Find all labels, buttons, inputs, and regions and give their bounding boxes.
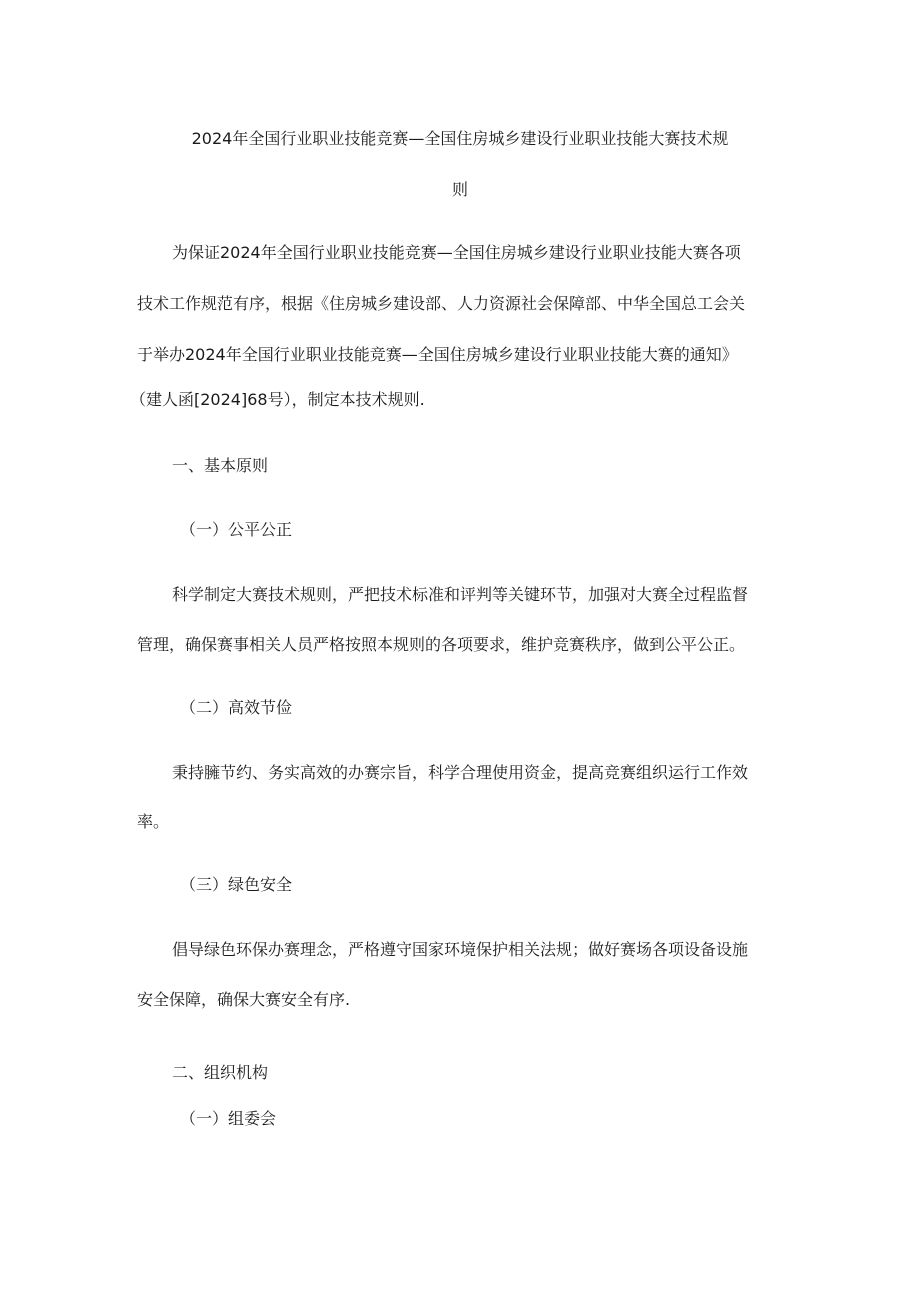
subsection-heading-green-safety: （三）绿色安全 bbox=[180, 875, 293, 894]
document-title-line-1: 2024年全国行业职业技能竞赛—全国住房城乡建设行业职业技能大赛技术规 bbox=[191, 129, 729, 148]
efficiency-paragraph-line-2: 率。 bbox=[137, 812, 170, 831]
section-heading-basic-principles: 一、基本原则 bbox=[172, 456, 269, 475]
subsection-heading-organizing-committee: （一）组委会 bbox=[180, 1109, 277, 1128]
intro-paragraph-line-4: （建人函[2024]68号），制定本技术规则. bbox=[130, 390, 425, 409]
efficiency-paragraph-line-1: 秉持臃节约、务实高效的办赛宗旨，科学合理使用资金，提高竞赛组织运行工作效 bbox=[172, 763, 749, 782]
intro-paragraph-line-1: 为保证2024年全国行业职业技能竞赛—全国住房城乡建设行业职业技能大赛各项 bbox=[172, 243, 741, 262]
intro-paragraph-line-3: 于举办2024年全国行业职业技能竞赛—全国住房城乡建设行业职业技能大赛的通知》 bbox=[137, 345, 738, 364]
subsection-heading-fairness: （一）公平公正 bbox=[180, 520, 293, 539]
intro-paragraph-line-2: 技术工作规范有序，根据《住房城乡建设部、人力资源社会保障部、中华全国总工会关 bbox=[137, 294, 746, 313]
green-safety-paragraph-line-1: 倡导绿色环保办赛理念，严格遵守国家环境保护相关法规；做好赛场各项设备设施 bbox=[172, 940, 749, 959]
subsection-heading-efficiency: （二）高效节俭 bbox=[180, 698, 293, 717]
section-heading-organization: 二、组织机构 bbox=[172, 1063, 269, 1082]
fairness-paragraph-line-1: 科学制定大赛技术规则，严把技术标准和评判等关键环节，加强对大赛全过程监督 bbox=[172, 585, 749, 604]
document-title-line-2: 则 bbox=[451, 180, 468, 199]
fairness-paragraph-line-2: 管理，确保赛事相关人员严格按照本规则的各项要求，维护竞赛秩序，做到公平公正。 bbox=[137, 635, 746, 654]
green-safety-paragraph-line-2: 安全保障，确保大赛安全有序. bbox=[137, 990, 351, 1009]
